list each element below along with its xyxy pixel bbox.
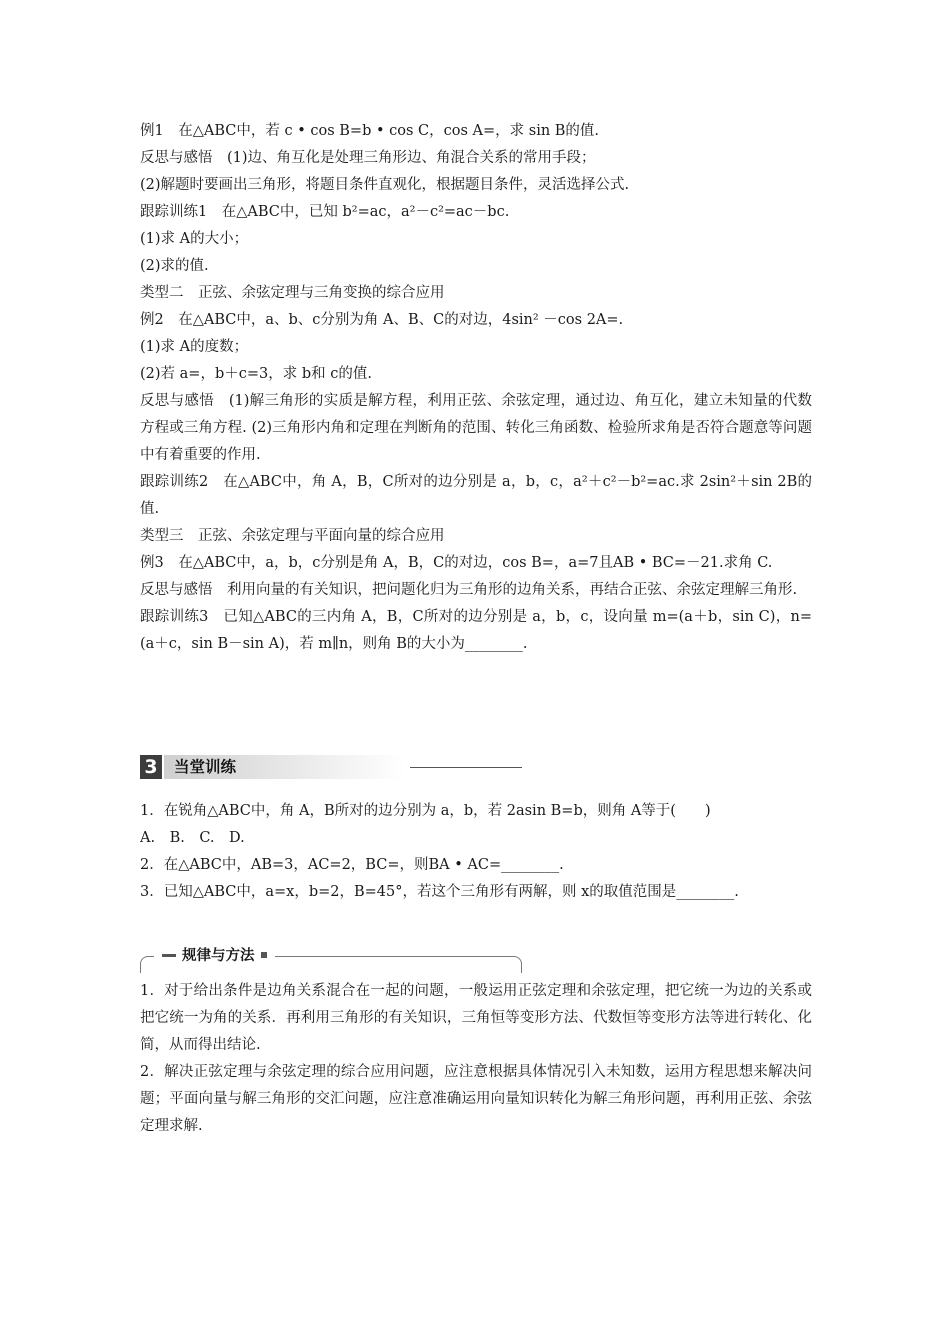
type-3-heading: 类型三 正弦、余弦定理与平面向量的综合应用 <box>140 528 445 544</box>
section-3-header <box>140 755 522 781</box>
reflection-1a: 反思与感悟 (1)边、角互化是处理三角形边、角混合关系的常用手段； <box>140 150 596 166</box>
tracking-1-part-2: (2)求的值. <box>140 258 209 274</box>
example-2: 例2 在△ABC中，a、b、c分别为角 A、B、C的对边，4sin² －cos 2A=. <box>140 312 624 328</box>
tracking-2: 跟踪训练2 在△ABC中，角 A，B，C所对的边分别是 a，b，c，a²＋c²－b²=ac.求 2sin²＋sin 2B的值. <box>140 474 812 517</box>
example-2-part-1: (1)求 A的度数； <box>140 339 249 355</box>
reflection-2: 反思与感悟 (1)解三角形的实质是解方程，利用正弦、余弦定理，通过边、角互化，建立未知量的代数方程或三角方程. (2)三角形内角和定理在判断角的范围、转化三角函数、检验所求角是否符合题意等问题中有着重要的作用. <box>140 393 812 463</box>
tracking-1-part-1: (1)求 A的大小； <box>140 231 249 247</box>
rules-title: 规律与方法 <box>182 948 255 964</box>
section-title: 当堂训练 <box>174 758 237 776</box>
dash-icon <box>162 954 176 957</box>
practice-1: 1．在锐角△ABC中，角 A，B所对的边分别为 a，b，若 2asin B=b，则角 A等于( ) <box>140 803 711 819</box>
square-dot-icon <box>261 952 267 958</box>
tracking-1: 跟踪训练1 在△ABC中，已知 b²=ac，a²－c²=ac－bc. <box>140 204 510 220</box>
type-2-heading: 类型二 正弦、余弦定理与三角变换的综合应用 <box>140 285 445 301</box>
rule-2: 2．解决正弦定理与余弦定理的综合应用问题，应注意根据具体情况引入未知数，运用方程思想来解决问题；平面向量与解三角形的交汇问题，应注意准确运用向量知识转化为解三角形问题，再利用正弦、余弦定理求解. <box>140 1064 812 1134</box>
tracking-3: 跟踪训练3 已知△ABC的三内角 A，B，C所对的边分别是 a，b，c，设向量 m=(a＋b，sin C)，n=(a＋c，sin B－sin A)，若 m∥n，则角 B的大小为________. <box>140 609 812 652</box>
example-2-part-2: (2)若 a=，b＋c=3，求 b和 c的值. <box>140 366 372 382</box>
rules-title-wrap <box>154 944 275 968</box>
rules-list <box>140 978 812 1140</box>
section-rule <box>410 767 522 768</box>
example-1: 例1 在△ABC中，若 c • cos B=b • cos C，cos A=，求 sin B的值. <box>140 123 600 139</box>
practice-2: 2．在△ABC中，AB=3，AC=2，BC=，则BA • AC=________. <box>140 857 564 873</box>
section-number: 3 <box>140 755 162 779</box>
content-top <box>140 118 812 658</box>
practice-list <box>140 798 812 906</box>
reflection-1b: (2)解题时要画出三角形，将题目条件直观化，根据题目条件，灵活选择公式. <box>140 177 630 193</box>
practice-3: 3．已知△ABC中，a=x，b=2，B=45°，若这个三角形有两解，则 x的取值范围是________. <box>140 884 739 900</box>
rule-1: 1．对于给出条件是边角关系混合在一起的问题，一般运用正弦定理和余弦定理，把它统一为边的关系或把它统一为角的关系．再利用三角形的有关知识，三角恒等变形方法、代数恒等变形方法等进行转化、化简，从而得出结论. <box>140 983 812 1053</box>
reflection-3: 反思与感悟 利用向量的有关知识，把问题化归为三角形的边角关系，再结合正弦、余弦定理解三角形. <box>140 582 798 598</box>
rules-header <box>140 944 522 972</box>
example-3: 例3 在△ABC中，a，b，c分别是角 A，B，C的对边，cos B=，a=7且AB • BC=－21.求角 C. <box>140 555 773 571</box>
practice-1-options: A. B. C. D. <box>140 830 245 846</box>
